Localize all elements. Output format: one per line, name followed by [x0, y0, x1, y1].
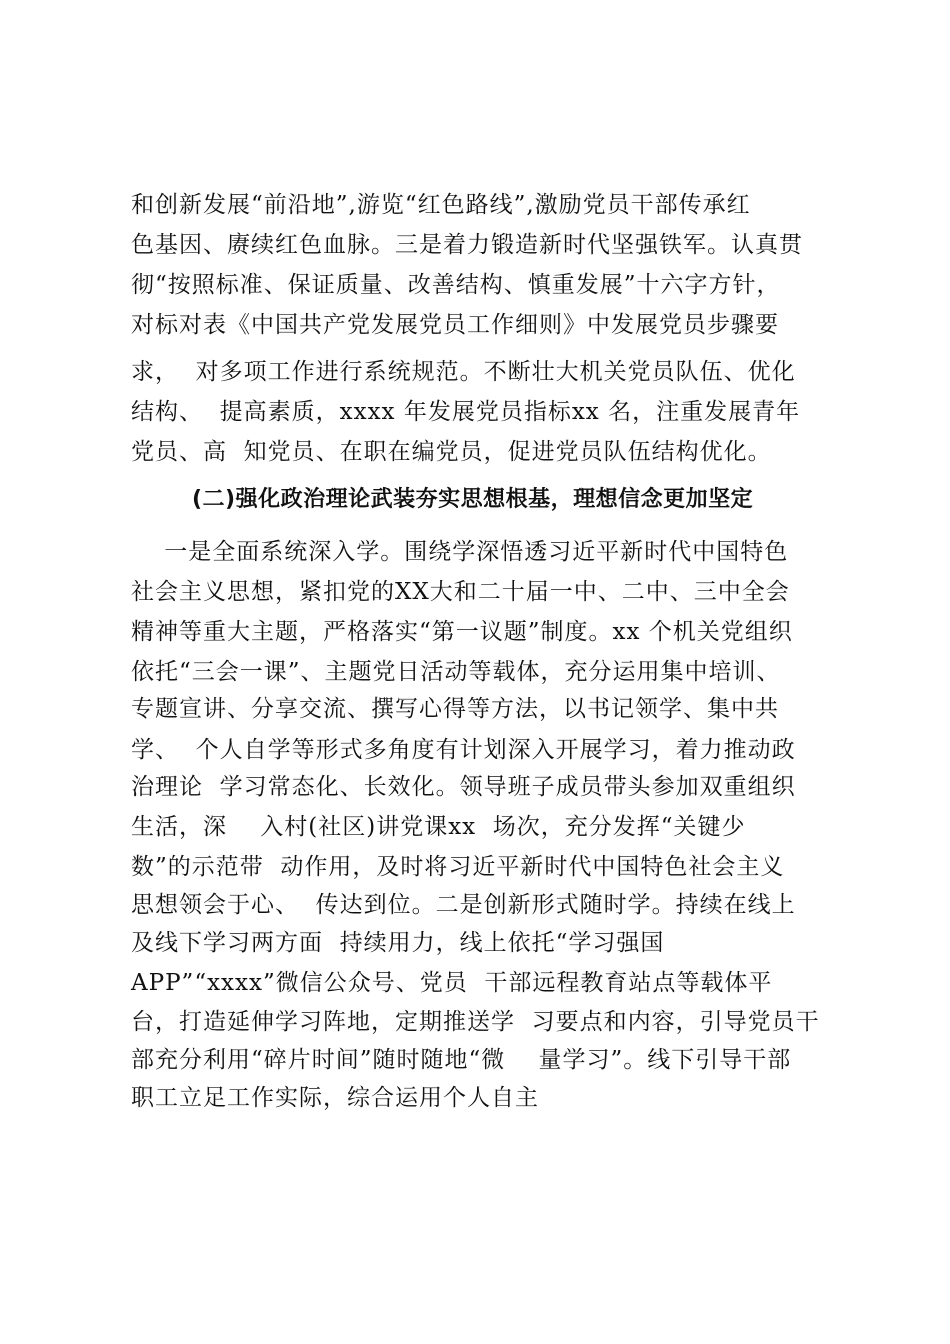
body-text-line: 及线下学习两方面 持续用力，线上依托“学习强国 [131, 930, 665, 956]
body-text-line: 台，打造延伸学习阵地，定期推送学 习要点和内容，引导党员干 [131, 1009, 820, 1035]
body-text-line: 社会主义思想，紧扣党的XX大和二十届一中、二中、三中全会 [131, 579, 790, 605]
body-text-line: 专题宣讲、分享交流、撰写心得等方法，以书记领学、集中共 [131, 696, 779, 722]
body-text-line: 和创新发展“前沿地”,游览“红色路线”,激励党员干部传承红 [131, 192, 751, 218]
body-text-line: 职工立足工作实际，综合运用个人自主 [131, 1085, 539, 1111]
body-text-line: 数”的示范带 动作用，及时将习近平新时代中国特色社会主义 [131, 854, 785, 880]
body-text-line: 部充分利用“碎片时间”随时随地“微 量学习”。线下引导干部 [131, 1047, 792, 1073]
body-text-line: 学、 个人自学等形式多角度有计划深入开展学习，着力推动政 [131, 737, 796, 763]
body-text-line: 对标对表《中国共产党发展党员工作细则》中发展党员步骤要 [131, 312, 779, 338]
body-text-line: 思想领会于心、 传达到位。二是创新形式随时学。持续在线上 [131, 892, 796, 918]
body-text-line: 党员、高 知党员、在职在编党员，促进党员队伍结构优化。 [131, 439, 772, 465]
body-text-line: 彻“按照标准、保证质量、改善结构、慎重发展”十六字方针， [131, 272, 781, 298]
body-text-line: 结构、 提高素质，xxxx 年发展党员指标xx 名，注重发展青年 [131, 399, 801, 425]
body-text-line: 生活，深 入村(社区)讲党课xx 场次，充分发挥“关键少 [131, 814, 746, 840]
body-text-line: 求， 对多项工作进行系统规范。不断壮大机关党员队伍、优化 [131, 359, 796, 385]
body-text-line: 色基因、赓续红色血脉。三是着力锻造新时代坚强铁军。认真贯 [131, 232, 803, 258]
body-text-line: 依托“三会一课”、主题党日活动等载体，充分运用集中培训、 [131, 659, 781, 685]
body-text-line: 治理论 学习常态化、长效化。领导班子成员带头参加双重组织 [131, 774, 796, 800]
body-text-line: APP”“xxxx”微信公众号、党员 干部远程教育站点等载体平 [131, 970, 773, 996]
section-heading: (二)强化政治理论武装夯实思想根基，理想信念更加坚定 [192, 487, 754, 512]
body-text-line: 精神等重大主题，严格落实“第一议题”制度。xx 个机关党组织 [131, 619, 793, 645]
body-text-line: 一是全面系统深入学。围绕学深悟透习近平新时代中国特色 [131, 539, 789, 565]
